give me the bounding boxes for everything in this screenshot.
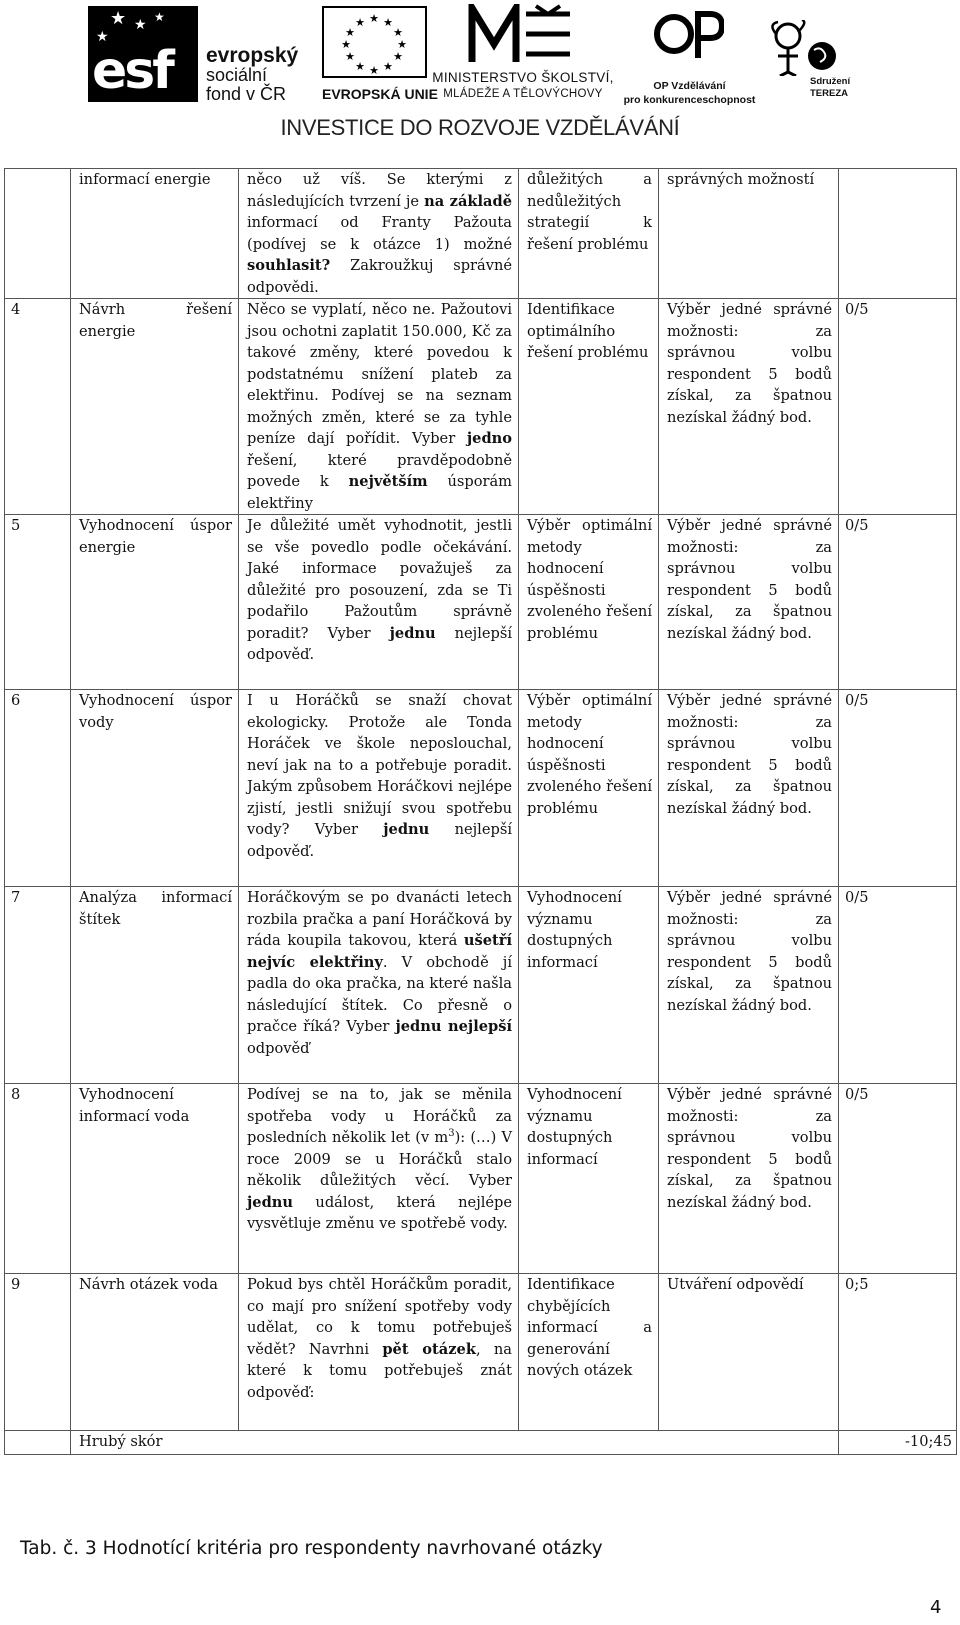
- text-segment: úsporám elektřiny: [247, 473, 513, 512]
- logo-header: [0, 0, 960, 150]
- item-name: Analýza informací štítek: [71, 887, 239, 1084]
- table-row: [5, 515, 957, 690]
- table-caption: Tab. č. 3 Hodnotící kritéria pro respondenty navrhované otázky: [20, 1538, 603, 1559]
- item-name: Vyhodnocení informací voda: [71, 1084, 239, 1274]
- esf-logo-text: [206, 46, 298, 104]
- item-skill: Identifikace chybějících informací a generování nových otázek: [519, 1274, 659, 1431]
- svg-text:★: ★: [369, 64, 379, 76]
- svg-text:★: ★: [397, 38, 407, 51]
- esf-line3: fond v ČR: [206, 84, 287, 104]
- item-score: 0;5: [839, 1274, 957, 1431]
- item-text: [239, 887, 519, 1084]
- tereza-logo: [758, 20, 854, 100]
- bold-text: jednu nejlepší: [395, 1018, 512, 1035]
- total-value: -10;45: [839, 1431, 957, 1455]
- msmt-line1: MINISTERSTVO ŠKOLSTVÍ,: [432, 70, 614, 85]
- bold-text: jednu: [389, 624, 436, 642]
- item-name: Vyhodnocení úspor energie: [71, 515, 239, 690]
- item-score: 0/5: [839, 1084, 957, 1274]
- item-skill: Vyhodnocení významu dostupných informací: [519, 887, 659, 1084]
- item-name: Vyhodnocení úspor vody: [71, 690, 239, 887]
- item-score: 0/5: [839, 515, 957, 690]
- svg-text:★: ★: [383, 60, 393, 73]
- text-segment: nejlepší odpověď.: [247, 821, 512, 860]
- msmt-logo: [418, 4, 628, 104]
- svg-text:★: ★: [369, 12, 379, 25]
- text-segment: Zakroužkuj správné odpovědi.: [247, 257, 512, 296]
- text-segment: . V obchodě jí padla do oka pračka, na které našla následující štítek. Co přesně o pračce říká? Vyber: [247, 953, 512, 1035]
- op-line2: pro konkurenceschopnost: [623, 94, 756, 106]
- item-number: 9: [5, 1274, 71, 1431]
- table-row: [5, 299, 957, 515]
- text-segment: , na které k tomu potřebuješ znát odpověď:: [247, 1340, 512, 1401]
- op-line1: OP Vzdělávání: [653, 80, 726, 92]
- item-number: 8: [5, 1084, 71, 1274]
- item-number: 7: [5, 887, 71, 1084]
- item-number: 6: [5, 690, 71, 887]
- eu-flag-icon: [322, 6, 427, 78]
- msmt-logo-mark: [466, 4, 576, 64]
- text-segment: událost, která nejlépe vysvětluje změnu ve spotřebě vody.: [247, 1193, 512, 1232]
- total-label: Hrubý skór: [71, 1431, 839, 1455]
- item-criterion: Výběr jedné správné možnosti: za správnou volbu respondent 5 bodů získal, za špatnou nezískal žádný bod.: [659, 299, 839, 515]
- tereza-line2: TEREZA: [810, 88, 848, 99]
- item-skill: Vyhodnocení významu dostupných informací: [519, 1084, 659, 1274]
- star-icon: ★: [110, 8, 127, 29]
- esf-line2: sociální: [206, 65, 268, 85]
- svg-text:★: ★: [355, 16, 365, 29]
- item-criterion: Výběr jedné správné možnosti: za správnou volbu respondent 5 bodů získal, za špatnou nezískal žádný bod.: [659, 515, 839, 690]
- item-number: 4: [5, 299, 71, 515]
- eu-logo: [322, 6, 438, 102]
- svg-text:★: ★: [345, 26, 355, 39]
- table-row: [5, 1084, 957, 1274]
- tereza-logo-mark: [758, 20, 854, 76]
- bold-text: ušetří nejvíc elektřiny: [247, 932, 512, 971]
- text-segment: ): (…) V roce 2009 se u Horáčků stalo několik důležitých věcí. Vyber: [247, 1129, 512, 1189]
- total-empty-cell: [5, 1431, 71, 1455]
- item-score: 0/5: [839, 887, 957, 1084]
- star-icon: ★: [154, 10, 165, 24]
- item-skill: Identifikace optimálního řešení problému: [519, 299, 659, 515]
- tereza-line1: Sdružení: [810, 76, 851, 87]
- item-text: [239, 169, 519, 299]
- table-row: [5, 690, 957, 887]
- bold-text: jednu: [247, 1193, 293, 1211]
- item-score: 0/5: [839, 690, 957, 887]
- criteria-table: [4, 168, 957, 1455]
- item-number: 5: [5, 515, 71, 690]
- item-name: Návrh řešení energie: [71, 299, 239, 515]
- item-criterion: Utváření odpovědí: [659, 1274, 839, 1431]
- msmt-line2: MLÁDEŽE A TĚLOVÝCHOVY: [443, 88, 603, 100]
- text-segment: informací od Franty Pažouta (podívej se k otázce 1) možné: [247, 214, 512, 253]
- svg-text:★: ★: [341, 38, 351, 51]
- bold-text: jedno: [466, 430, 512, 447]
- item-criterion: správných možností: [659, 169, 839, 299]
- item-skill: Výběr optimální metody hodnocení úspěšnosti zvoleného řešení problému: [519, 690, 659, 887]
- investice-banner: INVESTICE DO ROZVOJE VZDĚLÁVÁNÍ: [280, 115, 680, 140]
- item-text: [239, 515, 519, 690]
- bold-text: pět otázek: [382, 1340, 476, 1358]
- esf-logo-mark: [88, 6, 198, 102]
- bold-text: největším: [348, 473, 428, 490]
- item-skill: důležitých a nedůležitých strategií k řešení problému: [519, 169, 659, 299]
- item-text: [239, 690, 519, 887]
- bold-text: na základě: [424, 192, 512, 210]
- item-criterion: Výběr jedné správné možnosti: za správnou volbu respondent 5 bodů získal, za špatnou nezískal žádný bod.: [659, 887, 839, 1084]
- table-row: [5, 887, 957, 1084]
- text-segment: řešení, které pravděpodobně povede k: [247, 451, 512, 490]
- text-segment: nejlepší odpověď.: [247, 624, 512, 663]
- esf-wordmark: esf: [92, 41, 172, 101]
- text-segment: odpověď: [247, 1039, 310, 1057]
- esf-line1: evropský: [206, 44, 299, 67]
- criteria-table-body: [5, 169, 957, 1455]
- text-segment: I u Horáčků se snaží chovat ekologicky. Protože ale Tonda Horáček ve škole neposlouchal, neví jak na to a potřebuje poradit. Jakým způsobem Horáčkovi nejlépe zjistí, jestli snižují svou spotřebu vody? Vyber: [247, 692, 512, 838]
- text-segment: 3: [448, 1128, 455, 1140]
- text-segment: Pokud bys chtěl Horáčkům poradit, co mají pro snížení spotřeby vody udělat, co k tomu potřebuješ vědět? Navrhni: [247, 1276, 512, 1358]
- item-name: Návrh otázek voda: [71, 1274, 239, 1431]
- text-segment: Něco se vyplatí, něco ne. Pažoutovi jsou ochotni zaplatit 150.000, Kč za takové změny, které povedou k podstatnému snížení plateb za elektřinu. Podívej se na seznam možných změn, které se za tyhle peníze dají pořídit. Vyber: [247, 301, 512, 447]
- item-skill: Výběr optimální metody hodnocení úspěšnosti zvoleného řešení problému: [519, 515, 659, 690]
- op-logo-mark: [654, 8, 724, 60]
- item-name: informací energie: [71, 169, 239, 299]
- star-icon: ★: [134, 17, 147, 33]
- item-criterion: Výběr jedné správné možnosti: za správnou volbu respondent 5 bodů získal, za špatnou nezískal žádný bod.: [659, 1084, 839, 1274]
- item-text: [239, 1084, 519, 1274]
- item-score: [839, 169, 957, 299]
- bold-text: jednu: [383, 821, 430, 838]
- bold-text: souhlasit?: [247, 257, 331, 274]
- item-score: 0/5: [839, 299, 957, 515]
- text-segment: něco už víš. Se kterými z následujících tvrzení je: [247, 171, 512, 210]
- eu-logo-text: EVROPSKÁ UNIE: [322, 86, 438, 102]
- svg-text:★: ★: [393, 50, 403, 63]
- table-row: [5, 169, 957, 299]
- op-logo: [622, 8, 757, 104]
- esf-logo: [88, 6, 299, 104]
- svg-text:★: ★: [345, 50, 355, 63]
- table-row: [5, 1274, 957, 1431]
- total-row: [5, 1431, 957, 1455]
- text-segment: Je důležité umět vyhodnotit, jestli se vše povedlo podle očekávání. Jaké informace považuješ za důležité pro posouzení, zda se Ti podařilo Pažoutům správně poradit? Vyber: [247, 517, 512, 642]
- text-segment: Podívej se na to, jak se měnila spotřeba vody u Horáčků za posledních několik let (v m: [247, 1086, 512, 1146]
- svg-text:★: ★: [393, 26, 403, 39]
- svg-text:★: ★: [355, 60, 365, 73]
- page-number: 4: [930, 1597, 942, 1618]
- item-text: [239, 1274, 519, 1431]
- svg-text:★: ★: [383, 16, 393, 29]
- star-icon: ★: [96, 29, 109, 45]
- item-criterion: Výběr jedné správné možnosti: za správnou volbu respondent 5 bodů získal, za špatnou nezískal žádný bod.: [659, 690, 839, 887]
- item-text: [239, 299, 519, 515]
- text-segment: Horáčkovým se po dvanácti letech rozbila pračka a paní Horáčková by ráda koupila takovou, která: [247, 889, 512, 949]
- item-number: [5, 169, 71, 299]
